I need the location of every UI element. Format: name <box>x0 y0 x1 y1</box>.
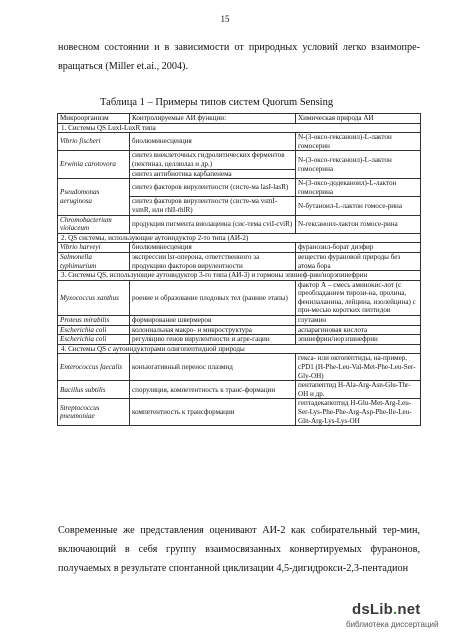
watermark-caption: библиотека диссертаций <box>346 620 439 629</box>
logo-main: dsLib <box>352 601 393 618</box>
organism-cell: Bacillus subtilis <box>58 381 130 399</box>
organism-cell: Erwinia carotovora <box>58 151 130 179</box>
function-cell: синтез внеклеточных гидролитических ферментов (пектиназ, целлюлаз и др.) <box>130 151 296 169</box>
table-row <box>58 151 421 169</box>
header-chemistry: Химическая природа АИ <box>296 114 421 124</box>
function-cell: биолюминесценция <box>130 243 296 253</box>
table-row <box>58 133 421 151</box>
chemistry-cell: N-гексаноил-лактон гомосе-рина <box>296 215 421 233</box>
table-row <box>58 325 421 335</box>
organism-cell: Myxococcus xanthus <box>58 280 130 315</box>
organism-cell: Chromobacterium violaceum <box>58 215 130 233</box>
chemistry-cell: гептадекапептид H-Glu-Met-Arg-Leu-Ser-Lys-Phe-Phe-Arg-Asp-Phe-Ile-Leu-Gln-Arg-Lys-Lys-OH <box>296 399 421 426</box>
logo-tld: net <box>397 601 421 618</box>
function-cell: синтез антибиотика карбапенема <box>130 169 296 179</box>
function-cell: конъюгативный перенос плазмид <box>130 354 296 381</box>
function-cell: колониальная макро- и микроструктура <box>130 325 296 335</box>
organism-cell: Escherichia coli <box>58 325 130 335</box>
section-title-1: 1. Системы QS LuxI-LuxR типа <box>58 123 421 133</box>
organism-cell: Escherichia coli <box>58 335 130 345</box>
table-row <box>58 381 421 399</box>
organism-cell: Pseudomonas aeruginosa <box>58 179 130 215</box>
header-organism: Микроорганизм <box>58 114 130 124</box>
chemistry-cell: глутамин <box>296 316 421 326</box>
chemistry-cell: N-(3-оксо-додеканоил)-L-лактон гомосерина <box>296 179 421 197</box>
function-cell: компетентность к трансформации <box>130 399 296 426</box>
section-row <box>58 271 421 281</box>
function-cell: продукция пигмента виолацеина (сис-тема cviI-cviR) <box>130 215 296 233</box>
logo-dot: . <box>393 601 398 618</box>
section-row <box>58 233 421 243</box>
chemistry-cell: гекса- или октопептиды, на-пример, cPD1 (H-Phe-Leu-Val-Met-Phe-Leu-Ser-Gly-OH) <box>296 354 421 381</box>
chemistry-cell: фуранозил-борат диэфир <box>296 243 421 253</box>
chemistry-cell: N-(3-оксо-гексаноил)-L-лактон гомосерина <box>296 151 421 179</box>
table-header-row <box>58 114 421 124</box>
organism-cell: Streptococcus pneumoniae <box>58 399 130 426</box>
section-row <box>58 344 421 354</box>
page-number: 15 <box>220 14 230 24</box>
section-title-2: 2. QS системы, использующие аутоиндуктор 2-то типа (АИ-2) <box>58 233 421 243</box>
table-row <box>58 179 421 197</box>
table-row <box>58 335 421 345</box>
chemistry-cell: вещество фурановой природы без атома бора <box>296 252 421 270</box>
function-cell: синтез факторов вирулентности (систе-ма lasI-lasR) <box>130 179 296 197</box>
chemistry-cell: эпинефрин/норэпинефрин <box>296 335 421 345</box>
dslib-logo <box>352 601 420 618</box>
table-caption: Таблица 1 – Примеры типов систем Quorum Sensing <box>100 97 334 108</box>
section-title-3: 3. Системы QS, использующие аутоиндуктор 3-го типа (АИ-3) и гормоны эпинеф-рин/норэпинефрин <box>58 271 421 281</box>
organism-cell: Vibrio fischeri <box>58 133 130 151</box>
function-cell: биолюминесценция <box>130 133 296 151</box>
table-row <box>58 316 421 326</box>
table-row <box>58 399 421 426</box>
chemistry-cell: фактор А – смесь аминокис-лот (с преобладанием тирози-на, пролина, фенилаланина, лейцина, изолейцина) с при-месью коротких пептидов <box>296 280 421 315</box>
chemistry-cell: N-бутаноил-L-лактон гомосе-рина <box>296 197 421 215</box>
chemistry-cell: N-(3-оксо-гексаноил)-L-лактон гомосерин <box>296 133 421 151</box>
table-row <box>58 215 421 233</box>
table-row <box>58 252 421 270</box>
header-functions: Контролируемые АИ функции: <box>130 114 296 124</box>
chemistry-cell: аспарагиновая кислота <box>296 325 421 335</box>
section-row <box>58 123 421 133</box>
organism-cell: Enterococcus faecalis <box>58 354 130 381</box>
paragraph-bottom: Современные же представления оценивают АИ-2 как собирательный тер-мин, включающий в себя группу взаимосвязанных конвертируемых фуранонов, получаемых в результате спонтанной циклизации 4,5-дигидрокси-2,3-пентадион <box>58 525 420 574</box>
function-cell: экспрессии lsr-оперона, ответственного за продукцию факторов вирулентности <box>130 252 296 270</box>
quorum-sensing-table <box>57 113 421 426</box>
table-row <box>58 354 421 381</box>
table-row <box>58 280 421 315</box>
organism-cell: Proteus mirabilis <box>58 316 130 326</box>
chemistry-cell: пентапептид H-Ala-Arg-Asn-Glu-Thr-OH и др. <box>296 381 421 399</box>
organism-cell: Vibrio harveyi <box>58 243 130 253</box>
table-row <box>58 243 421 253</box>
function-cell: формирование швермеров <box>130 316 296 326</box>
function-cell: споруляция, компетентность к транс-формации <box>130 381 296 399</box>
function-cell: синтез факторов вирулентности (систе-ма vsmI-vsmR, или rhlI-rhlR) <box>130 197 296 215</box>
organism-cell: Salmonella typhimurium <box>58 252 130 270</box>
function-cell: роение и образование плодовых тел (ранние этапы) <box>130 280 296 315</box>
paragraph-top: новесном состоянии и в зависимости от природных условий легко взаимопре-вращаться (Miller et.ai., 2004). <box>58 42 420 72</box>
dslib-watermark[interactable] <box>340 593 450 637</box>
section-title-4: 4. Системы QS с аутоиндукторами олигопептидной природы <box>58 344 421 354</box>
function-cell: регуляцию генов вирулентности и агре-гации <box>130 335 296 345</box>
